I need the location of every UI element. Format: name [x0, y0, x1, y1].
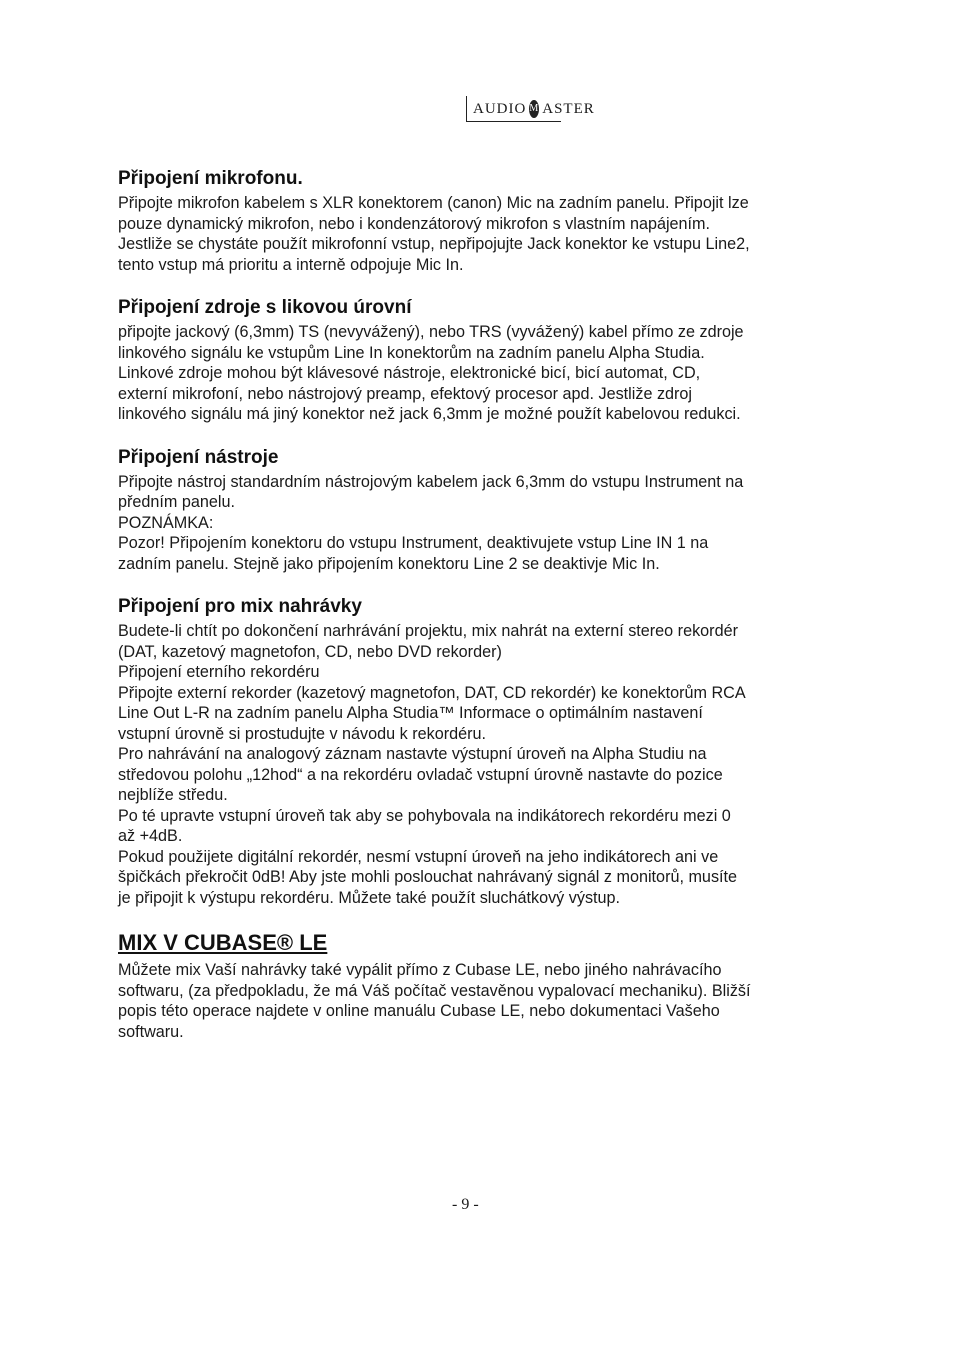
paragraph-line: připojte jackový (6,3mm) TS (nevyvážený), nebo TRS (vyvážený) kabel přímo ze zdroje: [118, 323, 744, 341]
paragraph-line: Připojte externí rekorder (kazetový magnetofon, DAT, CD rekordér) ke konektorům RCA: [118, 683, 746, 702]
paragraph-line: Jestliže se chystáte použít mikrofonní vstup, nepřipojujte Jack konektor ke vstupu Line2,: [118, 235, 750, 253]
section-heading: Připojení nástroje: [118, 446, 279, 468]
paragraph-line: Budete-li chtít po dokončení narhrávání projektu, mix nahrát na externí stereo rekordér: [118, 622, 738, 640]
paragraph-line: Připojte nástroj standardním nástrojovým kabelem jack 6,3mm do vstupu Instrument na: [118, 472, 744, 491]
paragraph-line: popis této operace najdete v online manuálu Cubase LE, nebo dokumentaci Vašeho: [118, 1002, 720, 1020]
paragraph-line: zadním panelu. Stejně jako připojením konektoru Line 2 se deaktivje Mic In.: [118, 554, 660, 573]
paragraph-line: softwaru, (za předpokladu, že má Váš počítač vestavěnou vypalovací mechaniku). Bližší: [118, 981, 751, 1000]
paragraph-line: (DAT, kazetový magnetofon, CD, nebo DVD rekorder): [118, 642, 502, 661]
section-microphone: [118, 168, 838, 275]
paragraph-line: tento vstup má prioritu a interně odpojuje Mic In.: [118, 255, 464, 274]
section-mix-cubase: [118, 930, 838, 1042]
paragraph-line: špičkách překročit 0dB! Aby jste mohli poslouchat nahrávaný signál z monitorů, musíte: [118, 868, 738, 886]
paragraph-line: Připojení eterního rekordéru: [118, 663, 320, 681]
logo-mark-icon: M: [529, 100, 539, 118]
paragraph-line: Linkové zdroje mohou být klávesové nástroje, elektronické bicí, bicí automat, CD,: [118, 364, 701, 382]
page-number: - 9 -: [452, 1196, 479, 1213]
paragraph-line: linkového signálu ke vstupům Line In konektorům na zadním panelu Alpha Studia.: [118, 343, 705, 362]
paragraph-line: pouze dynamický mikrofon, nebo i kondenzátorový mikrofon s vlastním napájením.: [118, 214, 711, 233]
paragraph-line: Pozor! Připojením konektoru do vstupu Instrument, deaktivujete vstup Line IN 1 na: [118, 534, 709, 552]
logo-text-right: ASTER: [542, 100, 595, 117]
paragraph-line: vstupní úrovně si prostudujte v návodu k rekordéru.: [118, 724, 487, 743]
section-instrument: [118, 447, 838, 575]
paragraph-line: POZNÁMKA:: [118, 513, 214, 532]
paragraph-line: externí mikrofoní, nebo nástrojový preamp, efektový procesor apd. Jestliže zdroj: [118, 384, 693, 403]
paragraph-line: nejblíže středu.: [118, 786, 228, 804]
section-mix-recording: [118, 596, 838, 908]
paragraph-line: Můžete mix Vaší nahrávky také vypálit přímo z Cubase LE, nebo jiného nahrávacího: [118, 961, 722, 979]
section-heading: Připojení zdroje s likovou úrovní: [118, 297, 412, 318]
section-heading: Připojení mikrofonu.: [118, 168, 303, 189]
paragraph-line: Připojte mikrofon kabelem s XLR konektorem (canon) Mic na zadním panelu. Připojit lze: [118, 194, 749, 212]
paragraph-line: předním panelu.: [118, 493, 235, 511]
paragraph-line: Line Out L-R na zadním panelu Alpha Studia™ Informace o optimálním nastavení: [118, 704, 703, 722]
paragraph-line: softwaru.: [118, 1022, 184, 1041]
document-body: [118, 168, 838, 1064]
paragraph-line: Pro nahrávání na analogový záznam nastavte výstupní úroveň na Alpha Studiu na: [118, 745, 707, 763]
paragraph-line: je připojit k výstupu rekordéru. Můžete také použít sluchátkový výstup.: [118, 888, 621, 907]
paragraph-line: středovou polohu „12hod“ a na rekordéru ovladač vstupní úrovně nastavte do pozice: [118, 765, 723, 784]
paragraph-line: Po té upravte vstupní úroveň tak aby se pohybovala na indikátorech rekordéru mezi 0: [118, 806, 731, 825]
mix-heading: MIX V CUBASE® LE: [118, 930, 328, 955]
paragraph-line: linkového signálu má jiný konektor než jack 6,3mm je možné použít kabelovou redukci.: [118, 405, 741, 423]
brand-logo: [466, 96, 595, 122]
section-heading: Připojení pro mix nahrávky: [118, 596, 362, 617]
logo-text-left: AUDIO: [473, 100, 527, 117]
section-line-source: [118, 297, 838, 425]
paragraph-line: Pokud použijete digitální rekordér, nesmí vstupní úroveň na jeho indikátorech ani ve: [118, 847, 719, 866]
paragraph-line: až +4dB.: [118, 827, 183, 845]
